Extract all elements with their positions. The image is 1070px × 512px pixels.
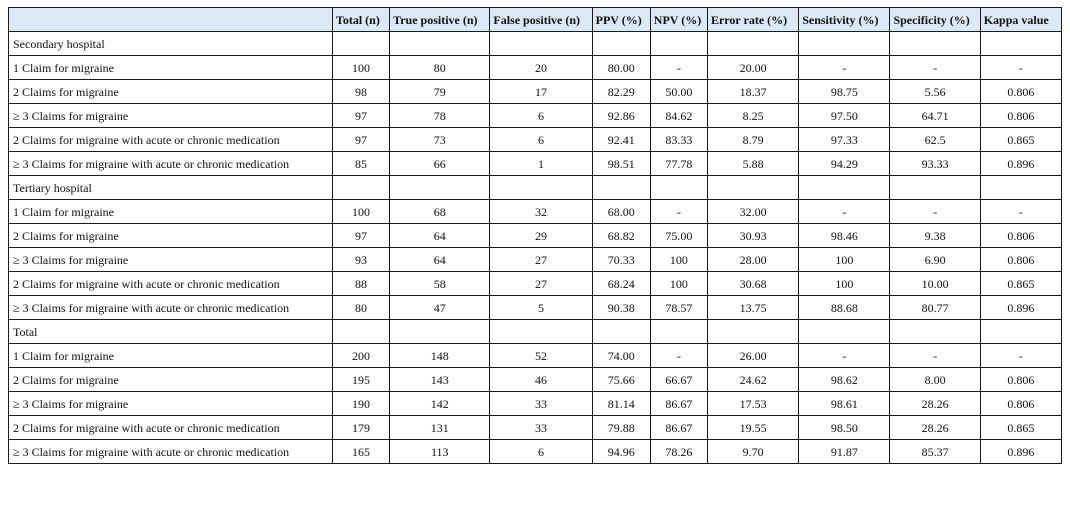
header-cell-kappa: Kappa value (980, 8, 1061, 32)
cell-error-rate: 26.00 (707, 344, 798, 368)
cell-npv: 75.00 (650, 224, 707, 248)
empty-cell (707, 32, 798, 56)
cell-label: 2 Claims for migraine with acute or chronic medication (9, 272, 333, 296)
cell-kappa: 0.896 (980, 152, 1061, 176)
cell-kappa: 0.806 (980, 224, 1061, 248)
cell-kappa: - (980, 200, 1061, 224)
cell-true-positive: 113 (390, 440, 490, 464)
cell-error-rate: 9.70 (707, 440, 798, 464)
cell-specificity: 6.90 (890, 248, 980, 272)
cell-specificity: 28.26 (890, 392, 980, 416)
table-row (9, 104, 1062, 128)
empty-cell (332, 32, 389, 56)
cell-specificity: 62.5 (890, 128, 980, 152)
cell-true-positive: 73 (390, 128, 490, 152)
empty-cell (799, 32, 890, 56)
cell-sensitivity: - (799, 200, 890, 224)
table-row (9, 416, 1062, 440)
table-row (9, 80, 1062, 104)
empty-cell (390, 320, 490, 344)
cell-total: 97 (332, 224, 389, 248)
section-row (9, 176, 1062, 200)
cell-sensitivity: - (799, 344, 890, 368)
empty-cell (650, 32, 707, 56)
empty-cell (980, 176, 1061, 200)
header-cell-ppv: PPV (%) (592, 8, 650, 32)
empty-cell (890, 32, 980, 56)
cell-specificity: - (890, 200, 980, 224)
cell-label: 1 Claim for migraine (9, 344, 333, 368)
table-row (9, 248, 1062, 272)
cell-ppv: 75.66 (592, 368, 650, 392)
cell-false-positive: 33 (490, 392, 592, 416)
cell-label: 1 Claim for migraine (9, 200, 333, 224)
cell-error-rate: 13.75 (707, 296, 798, 320)
cell-error-rate: 5.88 (707, 152, 798, 176)
cell-ppv: 82.29 (592, 80, 650, 104)
header-cell-true-positive: True positive (n) (390, 8, 490, 32)
cell-label: ≥ 3 Claims for migraine with acute or chronic medication (9, 440, 333, 464)
empty-cell (890, 176, 980, 200)
cell-label: 1 Claim for migraine (9, 56, 333, 80)
cell-total: 190 (332, 392, 389, 416)
table-row (9, 344, 1062, 368)
cell-label: ≥ 3 Claims for migraine (9, 104, 333, 128)
cell-true-positive: 66 (390, 152, 490, 176)
cell-true-positive: 58 (390, 272, 490, 296)
cell-kappa: - (980, 344, 1061, 368)
cell-specificity: - (890, 344, 980, 368)
cell-sensitivity: 98.62 (799, 368, 890, 392)
section-row (9, 32, 1062, 56)
table-row (9, 152, 1062, 176)
cell-kappa: 0.865 (980, 416, 1061, 440)
cell-false-positive: 6 (490, 104, 592, 128)
cell-false-positive: 17 (490, 80, 592, 104)
cell-specificity: 10.00 (890, 272, 980, 296)
cell-sensitivity: 100 (799, 248, 890, 272)
cell-npv: - (650, 200, 707, 224)
cell-ppv: 68.82 (592, 224, 650, 248)
table-row (9, 56, 1062, 80)
cell-false-positive: 27 (490, 248, 592, 272)
cell-total: 88 (332, 272, 389, 296)
cell-total: 80 (332, 296, 389, 320)
cell-npv: 86.67 (650, 392, 707, 416)
cell-label: 2 Claims for migraine (9, 368, 333, 392)
empty-cell (332, 176, 389, 200)
cell-false-positive: 46 (490, 368, 592, 392)
cell-kappa: 0.865 (980, 128, 1061, 152)
cell-kappa: 0.806 (980, 392, 1061, 416)
cell-specificity: 8.00 (890, 368, 980, 392)
cell-true-positive: 78 (390, 104, 490, 128)
cell-ppv: 90.38 (592, 296, 650, 320)
empty-cell (650, 320, 707, 344)
cell-false-positive: 33 (490, 416, 592, 440)
cell-specificity: 80.77 (890, 296, 980, 320)
cell-npv: 100 (650, 272, 707, 296)
cell-true-positive: 142 (390, 392, 490, 416)
header-cell-total: Total (n) (332, 8, 389, 32)
cell-sensitivity: 94.29 (799, 152, 890, 176)
cell-ppv: 68.00 (592, 200, 650, 224)
cell-npv: 77.78 (650, 152, 707, 176)
cell-true-positive: 68 (390, 200, 490, 224)
empty-cell (390, 176, 490, 200)
cell-error-rate: 20.00 (707, 56, 798, 80)
empty-cell (592, 176, 650, 200)
empty-cell (980, 32, 1061, 56)
empty-cell (799, 176, 890, 200)
cell-label: 2 Claims for migraine (9, 224, 333, 248)
cell-npv: 66.67 (650, 368, 707, 392)
cell-total: 97 (332, 104, 389, 128)
table-row (9, 128, 1062, 152)
empty-cell (890, 320, 980, 344)
cell-total: 100 (332, 200, 389, 224)
cell-error-rate: 17.53 (707, 392, 798, 416)
cell-sensitivity: 97.50 (799, 104, 890, 128)
cell-error-rate: 32.00 (707, 200, 798, 224)
cell-false-positive: 6 (490, 128, 592, 152)
cell-error-rate: 8.25 (707, 104, 798, 128)
cell-error-rate: 24.62 (707, 368, 798, 392)
cell-true-positive: 47 (390, 296, 490, 320)
cell-ppv: 80.00 (592, 56, 650, 80)
cell-true-positive: 64 (390, 224, 490, 248)
empty-cell (332, 320, 389, 344)
empty-cell (490, 32, 592, 56)
table-row (9, 296, 1062, 320)
empty-cell (390, 32, 490, 56)
cell-npv: 50.00 (650, 80, 707, 104)
section-title: Total (9, 320, 333, 344)
cell-error-rate: 30.68 (707, 272, 798, 296)
cell-ppv: 79.88 (592, 416, 650, 440)
cell-total: 200 (332, 344, 389, 368)
cell-false-positive: 52 (490, 344, 592, 368)
cell-error-rate: 19.55 (707, 416, 798, 440)
cell-false-positive: 20 (490, 56, 592, 80)
cell-kappa: 0.806 (980, 80, 1061, 104)
cell-error-rate: 8.79 (707, 128, 798, 152)
cell-label: ≥ 3 Claims for migraine with acute or chronic medication (9, 152, 333, 176)
cell-ppv: 68.24 (592, 272, 650, 296)
cell-ppv: 70.33 (592, 248, 650, 272)
cell-specificity: 9.38 (890, 224, 980, 248)
cell-sensitivity: 88.68 (799, 296, 890, 320)
cell-specificity: - (890, 56, 980, 80)
cell-label: 2 Claims for migraine with acute or chronic medication (9, 416, 333, 440)
cell-npv: 78.26 (650, 440, 707, 464)
cell-specificity: 85.37 (890, 440, 980, 464)
header-cell-sensitivity: Sensitivity (%) (799, 8, 890, 32)
table-body (9, 32, 1062, 464)
cell-ppv: 92.86 (592, 104, 650, 128)
cell-specificity: 5.56 (890, 80, 980, 104)
cell-specificity: 93.33 (890, 152, 980, 176)
cell-sensitivity: 98.75 (799, 80, 890, 104)
cell-false-positive: 32 (490, 200, 592, 224)
cell-ppv: 94.96 (592, 440, 650, 464)
empty-cell (592, 320, 650, 344)
cell-label: ≥ 3 Claims for migraine (9, 248, 333, 272)
cell-error-rate: 18.37 (707, 80, 798, 104)
section-row (9, 320, 1062, 344)
table-row (9, 224, 1062, 248)
cell-total: 100 (332, 56, 389, 80)
cell-npv: - (650, 344, 707, 368)
section-title: Secondary hospital (9, 32, 333, 56)
migraine-claims-table (8, 7, 1062, 464)
cell-true-positive: 148 (390, 344, 490, 368)
cell-kappa: 0.806 (980, 248, 1061, 272)
cell-total: 97 (332, 128, 389, 152)
empty-cell (490, 176, 592, 200)
cell-ppv: 98.51 (592, 152, 650, 176)
cell-sensitivity: 98.46 (799, 224, 890, 248)
cell-true-positive: 79 (390, 80, 490, 104)
cell-specificity: 28.26 (890, 416, 980, 440)
section-title: Tertiary hospital (9, 176, 333, 200)
cell-sensitivity: 98.50 (799, 416, 890, 440)
table-row (9, 392, 1062, 416)
cell-true-positive: 131 (390, 416, 490, 440)
cell-sensitivity: 97.33 (799, 128, 890, 152)
cell-kappa: - (980, 56, 1061, 80)
cell-npv: - (650, 56, 707, 80)
empty-cell (799, 320, 890, 344)
cell-kappa: 0.896 (980, 440, 1061, 464)
cell-specificity: 64.71 (890, 104, 980, 128)
cell-sensitivity: 91.87 (799, 440, 890, 464)
table-header-row (9, 8, 1062, 32)
table-row (9, 200, 1062, 224)
cell-sensitivity: 98.61 (799, 392, 890, 416)
cell-false-positive: 6 (490, 440, 592, 464)
cell-total: 85 (332, 152, 389, 176)
cell-npv: 84.62 (650, 104, 707, 128)
header-cell-npv: NPV (%) (650, 8, 707, 32)
cell-ppv: 92.41 (592, 128, 650, 152)
cell-kappa: 0.806 (980, 104, 1061, 128)
cell-ppv: 81.14 (592, 392, 650, 416)
empty-cell (650, 176, 707, 200)
cell-total: 98 (332, 80, 389, 104)
cell-false-positive: 27 (490, 272, 592, 296)
cell-sensitivity: 100 (799, 272, 890, 296)
cell-false-positive: 1 (490, 152, 592, 176)
cell-false-positive: 5 (490, 296, 592, 320)
cell-error-rate: 30.93 (707, 224, 798, 248)
table-row (9, 272, 1062, 296)
cell-kappa: 0.865 (980, 272, 1061, 296)
cell-true-positive: 143 (390, 368, 490, 392)
cell-sensitivity: - (799, 56, 890, 80)
cell-npv: 83.33 (650, 128, 707, 152)
empty-cell (592, 32, 650, 56)
cell-label: ≥ 3 Claims for migraine with acute or chronic medication (9, 296, 333, 320)
table-row (9, 440, 1062, 464)
cell-error-rate: 28.00 (707, 248, 798, 272)
cell-true-positive: 64 (390, 248, 490, 272)
cell-npv: 100 (650, 248, 707, 272)
cell-true-positive: 80 (390, 56, 490, 80)
cell-label: 2 Claims for migraine (9, 80, 333, 104)
cell-kappa: 0.806 (980, 368, 1061, 392)
empty-cell (490, 320, 592, 344)
cell-ppv: 74.00 (592, 344, 650, 368)
cell-total: 179 (332, 416, 389, 440)
header-cell-specificity: Specificity (%) (890, 8, 980, 32)
table-row (9, 368, 1062, 392)
cell-total: 195 (332, 368, 389, 392)
header-cell-false-positive: False positive (n) (490, 8, 592, 32)
cell-false-positive: 29 (490, 224, 592, 248)
cell-label: 2 Claims for migraine with acute or chronic medication (9, 128, 333, 152)
cell-npv: 86.67 (650, 416, 707, 440)
empty-cell (707, 320, 798, 344)
header-cell-error-rate: Error rate (%) (707, 8, 798, 32)
cell-label: ≥ 3 Claims for migraine (9, 392, 333, 416)
empty-cell (980, 320, 1061, 344)
cell-kappa: 0.896 (980, 296, 1061, 320)
cell-total: 93 (332, 248, 389, 272)
header-cell-label (9, 8, 333, 32)
cell-npv: 78.57 (650, 296, 707, 320)
empty-cell (707, 176, 798, 200)
cell-total: 165 (332, 440, 389, 464)
